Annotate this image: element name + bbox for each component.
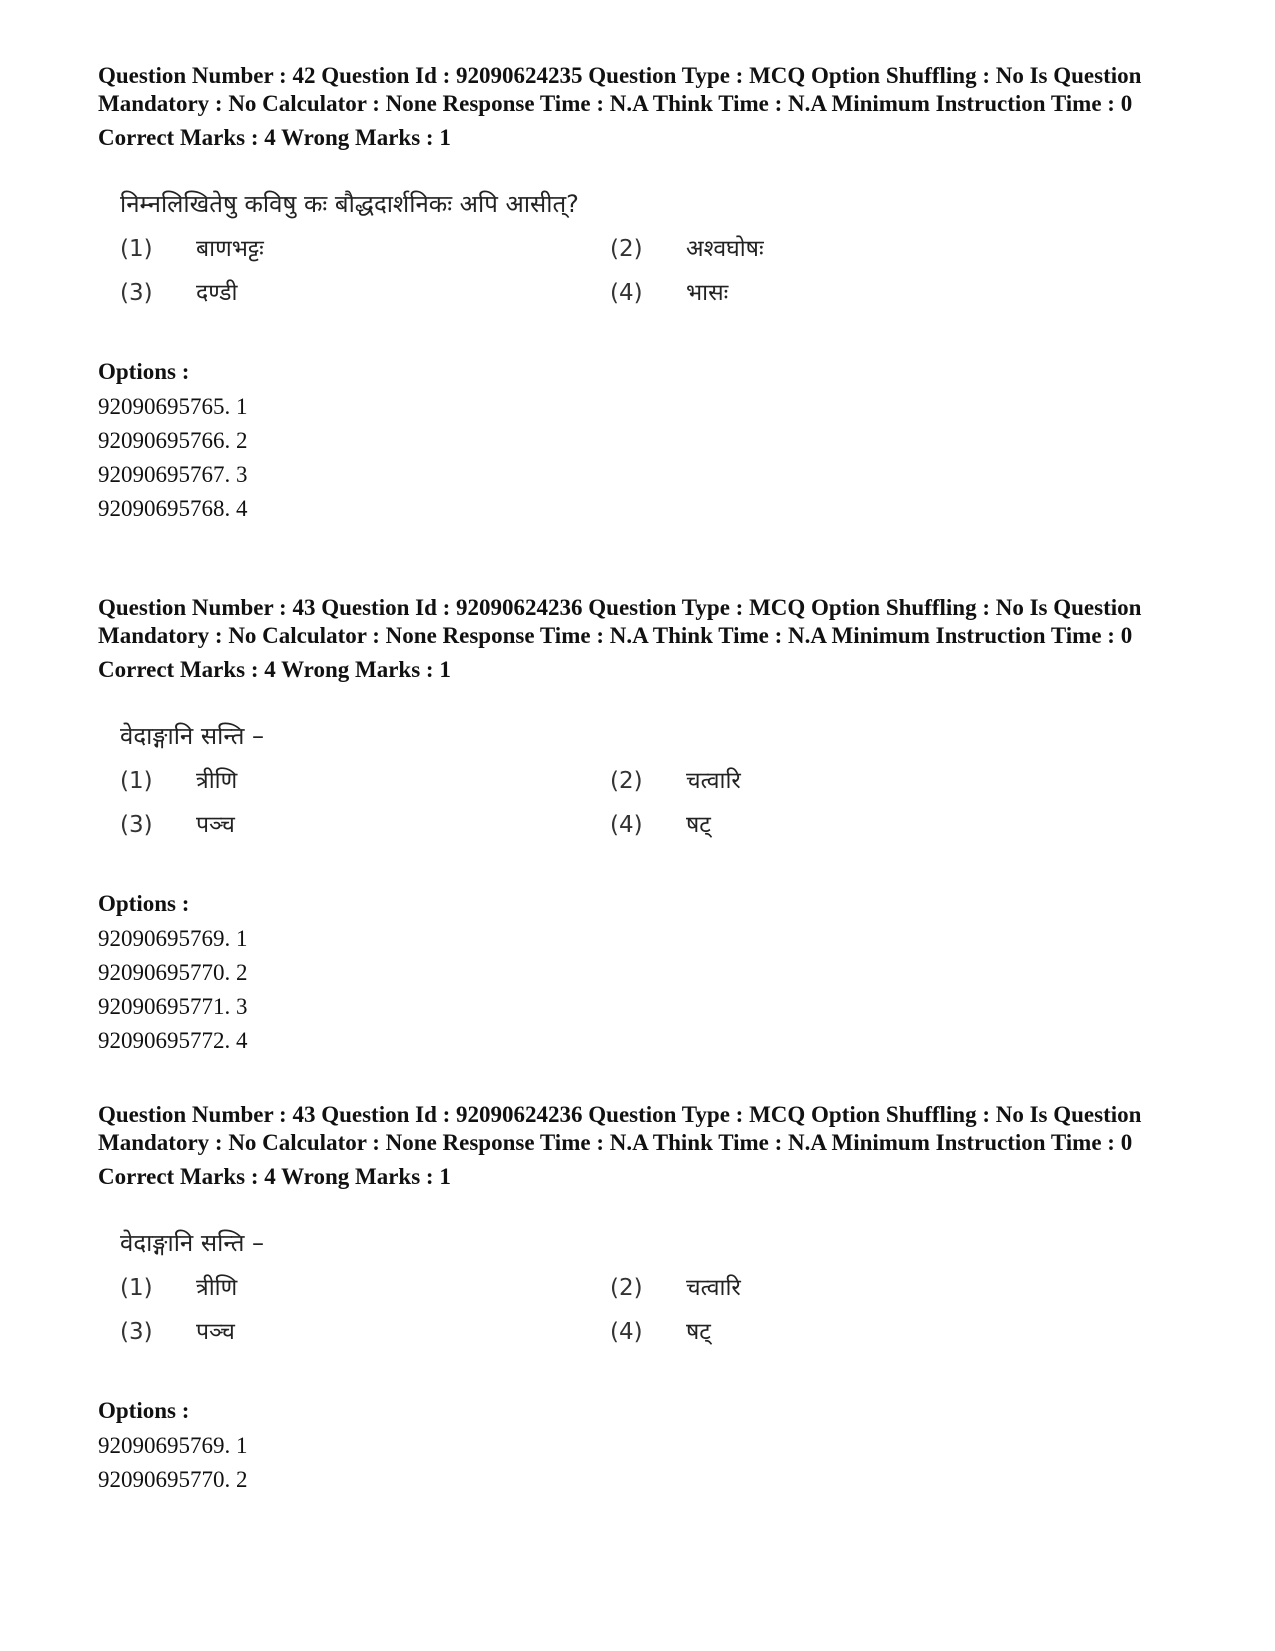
option-item: 92090695766. 2	[98, 428, 248, 453]
option-item: 92090695771. 3	[98, 994, 248, 1019]
choice-text: बाणभट्टः	[196, 236, 264, 262]
choice-text: चत्वारि	[686, 768, 741, 794]
choice-number: (3)	[120, 280, 153, 306]
choice-number: (4)	[610, 280, 643, 306]
option-item: 92090695772. 4	[98, 1028, 248, 1053]
answer-choices	[120, 1273, 940, 1369]
option-item: 92090695767. 3	[98, 462, 248, 487]
question-block-43-repeat	[98, 1101, 1188, 1497]
choice-text: पञ्च	[196, 812, 235, 838]
choice-text: षट्	[686, 1319, 711, 1345]
option-item: 92090695769. 1	[98, 926, 248, 951]
choice-text: अश्वघोषः	[686, 236, 764, 262]
question-marks: Correct Marks : 4 Wrong Marks : 1	[98, 1164, 451, 1189]
question-header: Question Number : 43 Question Id : 92090624236 Question Type : MCQ Option Shuffling : No Is Question Mandatory : No Calculator : None Response Time : N.A Think Time : N.A Minimum Instruction Time : 0	[98, 595, 1142, 648]
question-block-42	[98, 62, 1188, 526]
options-list	[98, 922, 1188, 1058]
choice-2	[610, 766, 741, 796]
choice-4	[610, 1317, 711, 1347]
options-title: Options :	[98, 891, 190, 916]
choice-text: दण्डी	[196, 280, 238, 306]
question-stem: वेदाङ्गानि सन्ति –	[120, 722, 265, 750]
options-list	[98, 390, 1188, 526]
question-marks: Correct Marks : 4 Wrong Marks : 1	[98, 657, 451, 682]
answer-choices	[120, 234, 940, 330]
option-item: 92090695765. 1	[98, 394, 248, 419]
choice-4	[610, 278, 728, 308]
options-title: Options :	[98, 1398, 190, 1423]
choice-number: (2)	[610, 768, 643, 794]
answer-choices	[120, 766, 940, 862]
choice-number: (2)	[610, 236, 643, 262]
options-list	[98, 1429, 1188, 1497]
choice-number: (4)	[610, 812, 643, 838]
question-block-43	[98, 594, 1188, 1058]
question-stem: वेदाङ्गानि सन्ति –	[120, 1229, 265, 1257]
question-header: Question Number : 43 Question Id : 92090624236 Question Type : MCQ Option Shuffling : No Is Question Mandatory : No Calculator : None Response Time : N.A Think Time : N.A Minimum Instruction Time : 0	[98, 1102, 1142, 1155]
choice-4	[610, 810, 711, 840]
choice-number: (3)	[120, 1319, 153, 1345]
choice-1	[120, 1273, 237, 1303]
question-header: Question Number : 42 Question Id : 92090624235 Question Type : MCQ Option Shuffling : No Is Question Mandatory : No Calculator : None Response Time : N.A Think Time : N.A Minimum Instruction Time : 0	[98, 63, 1142, 116]
choice-text: त्रीणि	[196, 1275, 238, 1301]
choice-number: (4)	[610, 1319, 643, 1345]
choice-number: (1)	[120, 1275, 153, 1301]
choice-text: चत्वारि	[686, 1275, 741, 1301]
option-item: 92090695770. 2	[98, 1467, 248, 1492]
options-title: Options :	[98, 359, 190, 384]
choice-text: त्रीणि	[196, 768, 238, 794]
option-item: 92090695768. 4	[98, 496, 248, 521]
option-item: 92090695770. 2	[98, 960, 248, 985]
choice-1	[120, 234, 264, 264]
choice-text: भासः	[686, 280, 729, 306]
question-stem: निम्नलिखितेषु कविषु कः बौद्धदार्शनिकः अपि आसीत्?	[120, 190, 579, 218]
choice-text: षट्	[686, 812, 711, 838]
choice-2	[610, 1273, 741, 1303]
choice-3	[120, 278, 237, 308]
choice-number: (2)	[610, 1275, 643, 1301]
choice-text: पञ्च	[196, 1319, 235, 1345]
choice-3	[120, 1317, 235, 1347]
choice-2	[610, 234, 764, 264]
choice-number: (1)	[120, 768, 153, 794]
choice-3	[120, 810, 235, 840]
choice-1	[120, 766, 237, 796]
choice-number: (1)	[120, 236, 153, 262]
choice-number: (3)	[120, 812, 153, 838]
question-marks: Correct Marks : 4 Wrong Marks : 1	[98, 125, 451, 150]
option-item: 92090695769. 1	[98, 1433, 248, 1458]
